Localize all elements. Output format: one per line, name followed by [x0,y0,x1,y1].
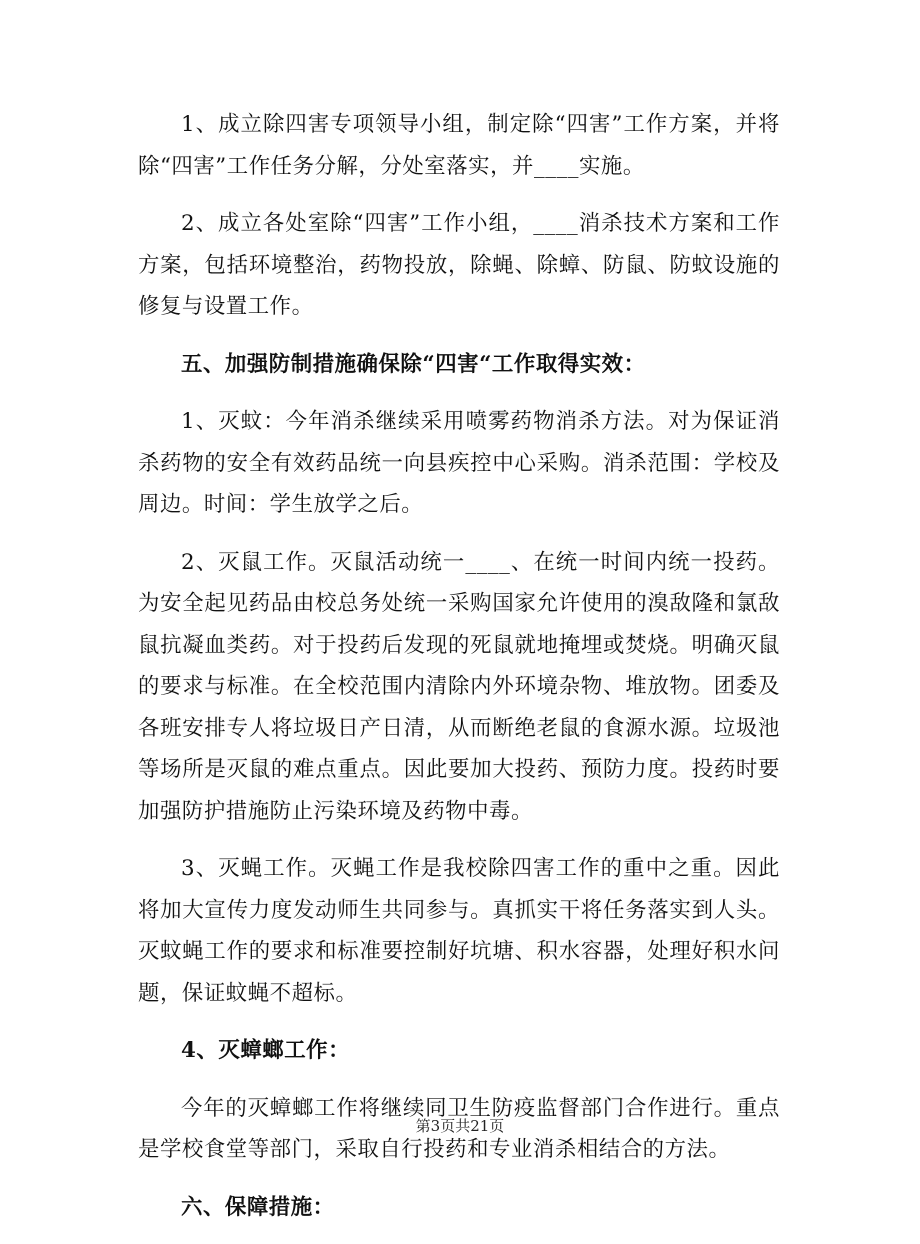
paragraph-mosquito-control: 1、灭蚊：今年消杀继续采用喷雾药物消杀方法。对为保证消杀药物的安全有效药品统一向县疾控中心采购。消杀范围：学校及周边。时间：学生放学之后。 [138,409,780,517]
subheading-cockroach-control: 4、灭蟑螂工作： [181,1038,351,1063]
page-number-footer: 第3页共21页 [415,1117,505,1135]
paragraph-rodent-control: 2、灭鼠工作。灭鼠活动统一____、在统一时间内统一投药。为安全起见药品由校总务处统一采购国家允许使用的溴敌隆和氯敌鼠抗凝血类药。对于投药后发现的死鼠就地掩埋或焚烧。明确灭鼠的要求与标准。在全校范围内清除内外环境杂物、堆放物。团委及各班安排专人将垃圾日产日清，从而断绝老鼠的食源水源。垃圾池等场所是灭鼠的难点重点。因此要加大投药、预防力度。投药时要加强防护措施防止污染环境及药物中毒。 [138,549,780,824]
paragraph-cockroach-control: 今年的灭蟑螂工作将继续同卫生防疫监督部门合作进行。重点是学校食堂等部门，采取自行投药和专业消杀相结合的方法。 [138,1095,780,1162]
section-heading-safeguards: 六、保障措施： [181,1194,335,1220]
paragraph-fly-control: 3、灭蝇工作。灭蝇工作是我校除四害工作的重中之重。因此将加大宣传力度发动师生共同参与。真抓实干将任务落实到人头。灭蚊蝇工作的要求和标准要控制好坑塘、积水容器，处理好积水问题，保证蚊蝇不超标。 [138,856,780,1006]
paragraph-work-groups: 2、成立各处室除“四害”工作小组，____消杀技术方案和工作方案，包括环境整治，药物投放，除蝇、除蟑、防鼠、防蚊设施的修复与设置工作。 [138,211,780,319]
paragraph-leadership-group: 1、成立除四害专项领导小组，制定除“四害”工作方案，并将除“四害”工作任务分解，分处室落实，并____实施。 [138,112,780,179]
section-heading-prevention-measures: 五、加强防制措施确保除“四害“工作取得实效： [181,351,646,377]
document-body [138,104,780,1244]
